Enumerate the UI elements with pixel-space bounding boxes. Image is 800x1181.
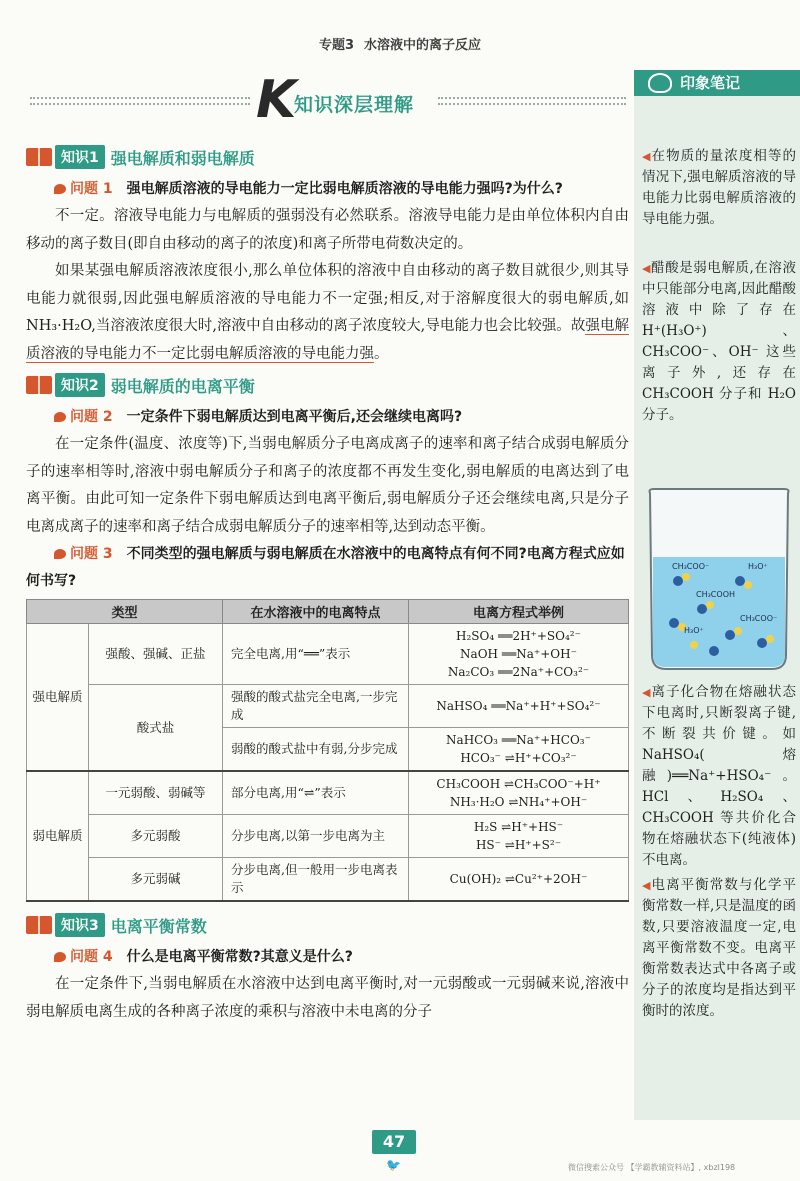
leaf-icon [54,952,66,962]
equation: HS⁻ ⇌H⁺+S²⁻ [475,838,562,852]
paragraph: 在一定条件(温度、浓度等)下,当弱电解质分子电离成离子的速率和离子结合成弱电解质分子的速率相等时,溶液中弱电解质分子和离子的浓度都不再发生变化,弱电解质的电离达到了电离平衡。由此可知一定条件下弱电解质达到电离平衡后,弱电解质分子还会继续电离,只是分子电离成离子的速率和离子结合成弱电解质分子的速率相等,达到动态平衡。 [26,436,629,535]
paragraph: 不一定。溶液导电能力与电解质的强弱没有必然联系。溶液导电能力是由单位体积内自由移动的离子数目(即自由移动的离子的浓度)和离子所带电荷数决定的。 [26,208,629,252]
book-icon [26,916,52,934]
notes-sidebar [634,70,800,1120]
equation-cell [409,771,629,815]
equation: HCO₃⁻ ⇌H⁺+CO₃²⁻ [460,751,577,765]
side-note-text: 离子化合物在熔融状态下电离时,只断裂离子键,不断裂共价键。如 NaHSO₄(熔融)══Na⁺+HSO₄⁻。HCl、H₂SO₄、CH₃COOH 等共价化合物在熔融状态下(纯液体)不电离。 [642,684,796,868]
type-cell: 多元弱碱 [89,858,223,902]
table-header-row [27,600,629,624]
feature-cell: 强酸的酸式盐完全电离,一步完成 [223,685,409,728]
side-note [634,875,800,1022]
main-content [26,140,629,1026]
equation: H₂S ⇌H⁺+HS⁻ [473,820,564,834]
section-title: 弱电解质的电离平衡 [110,376,255,396]
table-row [27,771,629,815]
page-header [0,34,800,53]
question-1 [26,176,629,203]
beaker-label: H₃O⁺ [684,626,704,635]
table-header: 类型 [27,600,223,624]
table-row [27,858,629,902]
beaker-label: CH₃COOH [696,590,736,599]
sidebar-title-text: 印象笔记 [680,74,741,92]
section-heading-3 [26,912,629,938]
table-row [27,815,629,858]
question-3 [26,541,629,595]
banner-title: 知识深层理解 [294,94,415,116]
section-banner [30,70,626,132]
page-number: 47 [372,1130,416,1154]
equation: NaHCO₃ ══Na⁺+HCO₃⁻ [446,733,591,747]
section-title: 电离平衡常数 [110,916,207,936]
equation: Na₂CO₃ ══2Na⁺+CO₃²⁻ [447,665,590,679]
type-cell: 多元弱酸 [89,815,223,858]
elephant-icon [648,73,672,93]
equation: NH₃·H₂O ⇌NH₄⁺+OH⁻ [449,795,588,809]
triangle-marker-icon: ◀ [642,262,652,275]
equation: NaOH ══Na⁺+OH⁻ [460,647,577,661]
beaker-label: CH₃COO⁻ [740,614,778,623]
beaker-label: CH₃COO⁻ [672,562,710,571]
side-note [634,146,800,230]
question-number: 问题 4 [70,949,113,965]
equation: CH₃COOH ⇌CH₃COO⁻+H⁺ [436,777,601,791]
section-heading-1 [26,144,629,170]
question-number: 问题 2 [70,409,113,425]
triangle-marker-icon: ◀ [642,686,652,699]
equation-cell [409,624,629,685]
header-title: 水溶液中的离子反应 [364,38,482,53]
side-note [634,258,800,426]
question-4 [26,944,629,971]
solution-liquid [653,557,785,667]
type-cell: 强酸、强碱、正盐 [89,624,223,685]
underlined-conclusion: 强电解质溶液的导电能力不一定比弱电解质溶液的导电能力强 [26,318,630,362]
header-topic: 专题3 [318,38,355,53]
category-label: 弱电解质 [32,828,83,843]
question-number: 问题 1 [70,181,113,197]
bird-icon: 🐦 [386,1158,401,1172]
side-note-text: 电离平衡常数与化学平衡常数一样,只是温度的函数,只要溶液温度一定,电离平衡常数不变。电离平衡常数表达式中各离子或分子的浓度均是指达到平衡时的浓度。 [642,877,796,1019]
equation-cell [409,728,629,772]
type-cell: 一元弱酸、弱碱等 [89,771,223,815]
triangle-marker-icon: ◀ [642,150,652,163]
side-note [634,682,800,871]
feature-cell: 完全电离,用“══”表示 [223,624,409,685]
paragraph-text: 如果某强电解质溶液浓度很小,那么单位体积的溶液中自由移动的离子数目就很少,则其导电能力就很弱,因此强电解质溶液的导电能力不一定强;相反,对于溶解度很大的弱电解质,如 NH₃·H₂O,当溶液浓度很大时,溶液中自由移动的离子浓度较大,导电能力也会比较强。故 [26,263,629,334]
question-number: 问题 3 [70,546,113,562]
leaf-icon [54,184,66,194]
table-header: 电离方程式举例 [409,600,629,624]
beaker-illustration [644,485,794,675]
question-2 [26,404,629,431]
book-icon [26,376,52,394]
book-icon [26,148,52,166]
beaker-label: H₃O⁺ [748,562,768,571]
question-text: 强电解质溶液的导电能力一定比弱电解质溶液的导电能力强吗?为什么? [126,181,563,197]
paragraph: 在一定条件下,当弱电解质在水溶液中达到电离平衡时,对一元弱酸或一元弱碱来说,溶液中弱电解质电离生成的各种离子浓度的乘积与溶液中未电离的分子 [26,976,629,1020]
side-note-text: 在物质的量浓度相等的情况下,强电解质溶液的导电能力比弱电解质溶液的导电能力强。 [642,148,796,227]
ionization-table [26,599,629,902]
leaf-icon [54,412,66,422]
equation-cell: Cu(OH)₂ ⇌Cu²⁺+2OH⁻ [409,858,629,902]
section-tag: 知识1 [55,145,105,169]
question-text: 什么是电离平衡常数?其意义是什么? [126,949,353,965]
paragraph [26,258,629,368]
equation: H₂SO₄ ══2H⁺+SO₄²⁻ [456,629,581,643]
section-title: 强电解质和弱电解质 [110,148,255,168]
sidebar-title [634,70,800,96]
section-tag: 知识3 [55,913,105,937]
triangle-marker-icon: ◀ [642,879,652,892]
banner-divider-left [30,97,250,105]
feature-cell: 部分电离,用“⇌”表示 [223,771,409,815]
category-label: 强电解质 [32,689,83,704]
feature-cell: 弱酸的酸式盐中有弱,分步完成 [223,728,409,772]
category-cell [27,771,89,901]
section-heading-2 [26,372,629,398]
table-row [27,685,629,728]
section-tag: 知识2 [55,373,105,397]
question-text: 一定条件下弱电解质达到电离平衡后,还会继续电离吗? [126,409,463,425]
banner-letter: K [256,70,297,130]
type-cell: 酸式盐 [89,685,223,772]
table-header: 在水溶液中的电离特点 [223,600,409,624]
category-cell [27,624,89,772]
feature-cell: 分步电离,但一般用一步电离表示 [223,858,409,902]
leaf-icon [54,549,66,559]
equation-cell: NaHSO₄ ══Na⁺+H⁺+SO₄²⁻ [409,685,629,728]
question-text: 不同类型的强电解质与弱电解质在水溶液中的电离特点有何不同?电离方程式应如何书写? [26,546,625,589]
equation-cell [409,815,629,858]
watermark: 微信搜索公众号 【学霸教辅资料站】, xbzl198 [568,1163,736,1172]
banner-divider-right [438,97,626,105]
paragraph-end: 。 [374,345,389,362]
table-row [27,624,629,685]
feature-cell: 分步电离,以第一步电离为主 [223,815,409,858]
side-note-text: 醋酸是弱电解质,在溶液中只能部分电离,因此醋酸溶液中除了存在 H⁺(H₃O⁺)、CH₃COO⁻、OH⁻ 这些离子外,还存在 CH₃COOH 分子和 H₂O 分子。 [642,260,796,423]
